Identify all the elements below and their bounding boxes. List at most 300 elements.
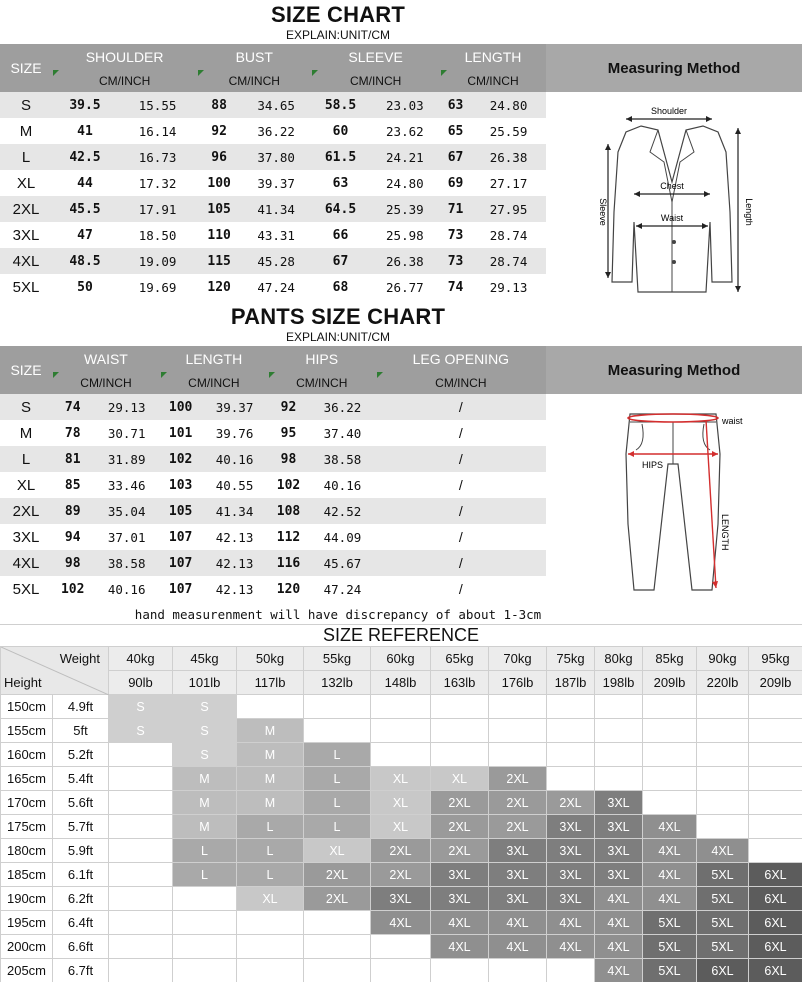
jacket-inch-value: 17.32 [138,175,177,191]
pants-unit-waist: CM/INCH [52,372,160,394]
jacket-row [0,222,546,248]
weight-lb-header: 90lb [109,671,173,695]
jacket-inch-value: 16.73 [138,149,177,165]
size-reference-cell: 4XL [595,935,643,959]
pants-leg-opening-value: / [458,451,463,467]
pants-cm-value: 92 [280,399,297,415]
pants-inch-value: 42.52 [323,503,362,519]
pants-cm-value: 102 [60,581,85,597]
jacket-cm-value: 69 [447,175,464,191]
size-reference-cell: 4XL [431,935,489,959]
size-reference-cell [547,743,595,767]
jacket-inch-value: 25.39 [386,201,424,217]
size-reference-cell: 3XL [547,863,595,887]
size-reference-cell: XL [371,815,431,839]
size-reference-title: SIZE REFERENCE [0,624,802,646]
size-reference-cell: 3XL [595,815,643,839]
jacket-inch-value: 34.65 [257,97,295,113]
pants-group-waist: WAIST [84,351,128,367]
size-reference-cell: XL [371,791,431,815]
pants-cm-value: 107 [168,555,193,571]
size-reference-cell: M [237,743,304,767]
height-cm: 195cm [1,911,53,935]
jacket-label-waist: Waist [660,213,684,223]
size-reference-cell: XL [304,839,371,863]
size-reference-cell: L [304,791,371,815]
size-reference-cell: 2XL [304,887,371,911]
size-reference-cell [371,743,431,767]
jacket-row [0,196,546,222]
size-reference-cell: 6XL [697,959,749,982]
jacket-group-sleeve: SLEEVE [348,49,403,65]
jacket-inch-value: 26.38 [386,253,424,269]
pants-unit-row [0,372,546,394]
jacket-unit-bust: CM/INCH [197,70,311,92]
height-row [1,959,802,982]
height-ft: 5.9ft [53,839,109,863]
pants-cm-value: 98 [280,451,297,467]
pants-inch-value: 42.13 [215,581,254,597]
jacket-cm-value: 74 [447,279,464,295]
pants-leg-opening-value: / [458,425,463,441]
jacket-inch-value: 25.59 [489,123,528,139]
size-reference-table [0,646,802,982]
jacket-inch-value: 41.34 [257,201,295,217]
size-reference-cell [173,911,237,935]
jacket-size-label: L [21,148,31,166]
pants-inch-value: 37.40 [323,425,362,441]
pants-inch-value: 29.13 [107,399,146,415]
pants-leg-opening-value: / [458,477,463,493]
jacket-cm-value: 41 [77,123,93,139]
pants-inch-value: 33.46 [107,477,146,493]
size-reference-cell: 5XL [643,959,697,982]
weight-lb-header: 117lb [237,671,304,695]
size-reference-cell: 2XL [547,791,595,815]
weight-lb-header: 187lb [547,671,595,695]
height-row [1,695,802,719]
jacket-inch-value: 19.09 [138,253,177,269]
size-chart-subtitle: EXPLAIN:UNIT/CM [285,28,390,42]
height-ft: 5.2ft [53,743,109,767]
size-reference-cell: 3XL [371,887,431,911]
jacket-inch-value: 43.31 [257,227,295,243]
pants-cm-value: 78 [64,425,81,441]
pants-row [0,576,546,602]
size-reference-cell [431,695,489,719]
pants-size-label: 4XL [12,554,40,572]
weight-kg-header: 40kg [109,647,173,671]
height-ft: 5ft [53,719,109,743]
size-reference-cell [173,935,237,959]
size-reference-cell [643,767,697,791]
size-reference-cell: 2XL [431,839,489,863]
pants-row [0,446,546,472]
size-reference-cell: 3XL [547,839,595,863]
size-reference-cell [109,839,173,863]
pants-cm-value: 108 [276,503,301,519]
weight-kg-header: 50kg [237,647,304,671]
weight-kg-header: 80kg [595,647,643,671]
pants-leg-opening-value: / [458,555,463,571]
size-reference-cell: L [173,863,237,887]
size-reference-cell [237,935,304,959]
pants-cm-value: 105 [168,503,193,519]
pants-chart-subtitle: EXPLAIN:UNIT/CM [285,330,390,344]
weight-kg-header: 55kg [304,647,371,671]
size-reference-cell: 2XL [489,791,547,815]
jacket-header-row [0,44,546,70]
size-reference-cell [749,743,802,767]
jacket-table-body [0,92,546,300]
size-reference-cell [304,935,371,959]
height-cm: 185cm [1,863,53,887]
pants-row [0,472,546,498]
jacket-inch-value: 28.74 [489,227,528,243]
size-reference-cell: 6XL [749,911,802,935]
pants-unit-length: CM/INCH [160,372,268,394]
jacket-inch-value: 26.77 [386,279,424,295]
size-reference-cell: 4XL [595,911,643,935]
size-reference-cell [749,815,802,839]
size-reference-cell: M [237,767,304,791]
height-ft: 6.7ft [53,959,109,982]
size-reference-cell [595,767,643,791]
weight-kg-row [1,647,802,671]
jacket-cm-value: 45.5 [69,201,101,217]
height-cm: 205cm [1,959,53,982]
size-reference-cell: 4XL [547,935,595,959]
size-reference-cell: XL [371,767,431,791]
pants-row [0,524,546,550]
size-reference-cell: M [237,791,304,815]
jacket-unit-row [0,70,546,92]
height-cm: 200cm [1,935,53,959]
jacket-cm-value: 68 [332,279,349,295]
jacket-label-sleeve: Sleeve [598,198,608,226]
jacket-cm-value: 65 [447,123,464,139]
size-reference-cell [371,935,431,959]
size-reference-cell: L [304,743,371,767]
size-reference-cell [109,887,173,911]
pants-inch-value: 30.71 [107,425,146,441]
pants-row [0,550,546,576]
jacket-cm-value: 61.5 [324,149,357,165]
size-reference-cell [371,695,431,719]
jacket-inch-value: 15.55 [138,97,177,113]
weight-kg-header: 60kg [371,647,431,671]
size-reference-cell: S [109,719,173,743]
jacket-inch-value: 18.50 [138,227,177,243]
size-reference-cell [697,743,749,767]
size-reference-cell: 2XL [304,863,371,887]
pants-measuring-panel [546,346,802,609]
size-reference-cell [749,719,802,743]
jacket-size-label: M [19,122,33,140]
size-reference-cell: 5XL [697,887,749,911]
pants-group-leg-opening: LEG OPENING [412,351,510,367]
size-reference-cell [489,743,547,767]
weight-label: Weight [59,651,100,666]
jacket-cm-value: 100 [207,175,231,191]
pants-inch-value: 37.01 [107,529,146,545]
size-reference-cell [697,695,749,719]
weight-lb-header: 209lb [749,671,802,695]
pants-inch-value: 40.16 [323,477,362,493]
jacket-cm-value: 50 [77,279,93,295]
jacket-cm-value: 66 [332,227,349,243]
size-reference-cell: 3XL [489,863,547,887]
size-reference-cell [431,743,489,767]
height-ft: 6.2ft [53,887,109,911]
size-reference-cell: 4XL [371,911,431,935]
pants-chart-title: PANTS SIZE CHART [230,304,446,329]
pants-cm-value: 116 [276,555,301,571]
height-row [1,719,802,743]
jacket-size-label: 5XL [12,278,40,296]
size-reference-cell [237,911,304,935]
size-reference-cell: M [173,791,237,815]
pants-cm-value: 100 [168,399,193,415]
pants-leg-opening-value: / [458,503,463,519]
height-ft: 4.9ft [53,695,109,719]
jacket-cm-value: 96 [211,149,227,165]
jacket-cm-value: 110 [207,227,231,243]
pants-size-header: SIZE [10,362,42,378]
jacket-size-label: S [20,96,31,114]
jacket-inch-value: 23.62 [386,123,424,139]
size-reference-cell [749,767,802,791]
jacket-unit-sleeve: CM/INCH [311,70,440,92]
size-reference-cell: 3XL [595,791,643,815]
size-reference-cell: 2XL [371,863,431,887]
height-row [1,863,802,887]
height-row [1,815,802,839]
pants-cm-value: 107 [168,529,193,545]
size-reference-cell [371,719,431,743]
pants-cm-value: 89 [64,503,81,519]
pants-leg-opening-value: / [458,529,463,545]
pants-cm-value: 103 [168,477,193,493]
jacket-cm-value: 60 [332,123,349,139]
jacket-cm-value: 88 [211,97,227,113]
jacket-cm-value: 63 [332,175,349,191]
size-reference-cell [237,959,304,982]
size-chart-title: SIZE CHART [271,2,405,27]
size-reference-cell: 4XL [643,839,697,863]
weight-kg-header: 75kg [547,647,595,671]
size-reference-cell: 5XL [643,935,697,959]
size-reference-cell: 4XL [643,863,697,887]
jacket-cm-value: 73 [447,253,464,269]
pants-inch-value: 42.13 [215,555,254,571]
pants-cm-value: 102 [168,451,193,467]
size-reference-cell [109,791,173,815]
size-reference-cell [173,887,237,911]
size-reference-cell [697,791,749,815]
size-reference-cell: 4XL [595,959,643,982]
size-reference-cell [431,959,489,982]
size-reference-cell: 2XL [431,791,489,815]
weight-kg-header: 45kg [173,647,237,671]
size-reference-cell [547,719,595,743]
pants-leg-opening-value: / [458,399,463,415]
height-cm: 180cm [1,839,53,863]
size-reference-cell: M [237,719,304,743]
height-row [1,887,802,911]
jacket-label-shoulder: Shoulder [650,106,688,116]
size-reference-cell: 3XL [431,887,489,911]
pants-label-hips: HIPS [642,460,664,470]
jacket-inch-value: 17.91 [138,201,177,217]
weight-kg-header: 65kg [431,647,489,671]
size-reference-cell [109,935,173,959]
jacket-cm-value: 115 [207,253,231,269]
jacket-inch-value: 26.38 [489,149,528,165]
pants-inch-value: 31.89 [107,451,146,467]
size-reference-cell [547,767,595,791]
pants-cm-value: 98 [64,555,81,571]
jacket-row [0,118,546,144]
jacket-row [0,144,546,170]
jacket-row [0,274,546,300]
jacket-inch-value: 27.17 [489,175,528,191]
size-reference-cell: 5XL [697,863,749,887]
jacket-size-header: SIZE [10,60,42,76]
jacket-inch-value: 39.37 [257,175,295,191]
pants-size-label: S [20,398,31,416]
height-cm: 160cm [1,743,53,767]
size-reference-cell [109,959,173,982]
jacket-cm-value: 105 [207,201,231,217]
weight-kg-header: 90kg [697,647,749,671]
pants-label-waist: waist [722,416,743,426]
pants-size-label: L [21,450,31,468]
size-reference-cell [304,719,371,743]
jacket-group-shoulder: SHOULDER [85,49,164,65]
pants-inch-value: 35.04 [107,503,146,519]
size-reference-cell: 3XL [489,839,547,863]
weight-kg-header: 95kg [749,647,802,671]
size-reference-cell [595,719,643,743]
pants-cm-value: 95 [280,425,297,441]
jacket-inch-value: 24.80 [489,97,528,113]
size-reference-cell: 4XL [595,887,643,911]
jacket-inch-value: 25.98 [386,227,424,243]
jacket-inch-value: 28.74 [489,253,528,269]
size-reference-cell: 4XL [489,935,547,959]
jacket-inch-value: 36.22 [257,123,295,139]
weight-lb-header: 209lb [643,671,697,695]
jacket-size-label: XL [16,174,36,192]
pants-inch-value: 39.76 [215,425,254,441]
size-reference-body [1,695,802,982]
size-reference-cell: 4XL [547,911,595,935]
size-reference-cell: M [173,815,237,839]
pants-header-row [0,346,546,372]
size-reference-cell [109,815,173,839]
size-reference-cell [489,719,547,743]
size-reference-cell [304,959,371,982]
jacket-cm-value: 120 [207,279,231,295]
weight-lb-header: 163lb [431,671,489,695]
height-row [1,767,802,791]
pants-cm-value: 101 [168,425,193,441]
pants-row [0,420,546,446]
size-reference-cell: 4XL [697,839,749,863]
size-reference-cell [489,959,547,982]
size-reference-cell [109,767,173,791]
pants-cm-value: 112 [276,529,301,545]
pants-cm-value: 74 [64,399,81,415]
size-reference-cell: L [237,863,304,887]
pants-row [0,498,546,524]
jacket-cm-value: 71 [447,201,464,217]
height-label: Height [4,675,42,690]
pants-unit-leg-opening: CM/INCH [376,372,546,394]
weight-lb-header: 148lb [371,671,431,695]
jacket-inch-value: 47.24 [257,279,295,295]
jacket-inch-value: 45.28 [257,253,295,269]
jacket-cm-value: 39.5 [69,97,101,113]
height-ft: 6.4ft [53,911,109,935]
size-reference-cell [304,911,371,935]
size-reference-cell [595,743,643,767]
size-reference-cell [697,815,749,839]
weight-lb-header: 220lb [697,671,749,695]
size-reference-cell: 2XL [489,815,547,839]
size-reference-cell: 2XL [489,767,547,791]
height-ft: 5.4ft [53,767,109,791]
size-reference-cell: M [173,767,237,791]
pants-measuring-title: Measuring Method [546,346,802,394]
height-cm: 155cm [1,719,53,743]
pants-cm-value: 107 [168,581,193,597]
size-reference-cell [643,695,697,719]
size-reference-cell: 4XL [489,911,547,935]
size-reference-cell: S [173,719,237,743]
jacket-row [0,170,546,196]
pants-cm-value: 102 [276,477,301,493]
size-reference-cell: L [237,839,304,863]
pants-label-length: LENGTH [720,514,730,551]
height-row [1,911,802,935]
size-reference-cell [595,695,643,719]
size-reference-cell [749,695,802,719]
jacket-measuring-title: Measuring Method [546,44,802,92]
size-reference-cell: 5XL [697,935,749,959]
pants-size-label: 5XL [12,580,40,598]
size-reference-cell [237,695,304,719]
size-reference-cell: 3XL [595,863,643,887]
pants-cm-value: 94 [64,529,81,545]
size-reference-cell [371,959,431,982]
size-reference-cell [109,743,173,767]
pants-size-table [0,346,546,602]
weight-lb-row [1,671,802,695]
size-reference-cell: XL [431,767,489,791]
jacket-unit-shoulder: CM/INCH [52,70,197,92]
size-reference-cell [304,695,371,719]
pants-inch-value: 44.09 [323,529,362,545]
jacket-cm-value: 48.5 [69,253,101,269]
size-reference-cell: L [304,767,371,791]
jacket-size-label: 4XL [12,252,40,270]
size-reference-cell: 6XL [749,887,802,911]
jacket-cm-value: 67 [332,253,349,269]
pants-inch-value: 39.37 [215,399,254,415]
pants-row [0,394,546,420]
